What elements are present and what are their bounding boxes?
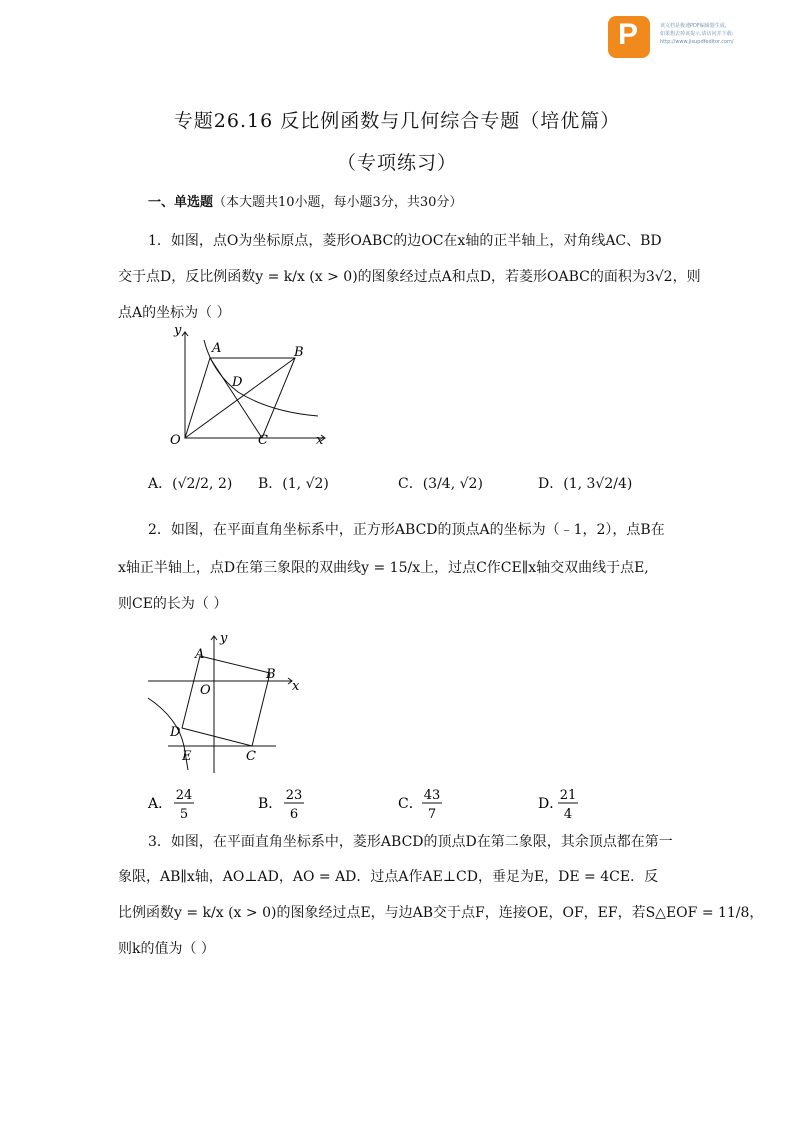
diagonal-ac [210,358,262,438]
page-subtitle: （专项练习） [336,152,457,174]
q2-line-3: 则CE的长为（ ） [118,596,228,612]
q3-line-2: 象限，AB∥x轴，AO⊥AD，AO = AD．过点A作AE⊥CD，垂足为E，DE = 4CE．反 [118,869,659,885]
q1-line-1: 1．如图，点O为坐标原点，菱形OABC的边OC在x轴的正半轴上，对角线AC、BD [148,233,662,249]
svg-text:43: 43 [423,788,441,803]
fig2-label-a: A [195,647,205,662]
section-heading: 一、单选题（本大题共10小题，每小题3分，共30分） [148,195,463,210]
page-title: 专题26.16 反比例函数与几何综合专题（培优篇） [173,110,621,132]
q2-figure [140,628,310,773]
watermark-text: 该文档是极速PDF编辑器生成, 如果想去掉该提示,请访问并下载: http://www.jisupdfeditor.com/ [660,23,734,45]
svg-text:A．: A． [148,796,173,812]
q1-line-3: 点A的坐标为（ ） [118,305,231,321]
svg-text:D．: D． [538,796,564,812]
fig2-label-o: O [200,683,211,698]
svg-text:5: 5 [179,807,189,822]
svg-text:4: 4 [563,807,573,822]
fig1-label-b: B [294,345,304,360]
svg-text:24: 24 [175,788,193,803]
fig2-label-d: D [170,725,181,740]
q1-option-c[interactable]: C．(3/4, √2) [398,476,483,492]
q1-line-2: 交于点D，反比例函数y = k/x (x > 0)的图象经过点A和点D，若菱形OABC的面积为3√2，则 [118,269,701,285]
fig1-label-d: D [232,375,243,390]
logo-letter: P [618,18,639,51]
svg-text:21: 21 [559,788,577,803]
q3-line-3: 比例函数y = k/x (x > 0)的图象经过点E，与边AB交于点F，连接OE，OF，EF，若S△EOF = 11/8， [118,905,764,921]
q1-option-a[interactable]: A．(√2/2, 2) [148,476,233,492]
svg-text:23: 23 [285,788,303,803]
q1-option-b[interactable]: B．(1, √2) [258,476,329,492]
square-abcd [182,656,270,746]
q1-figure [160,320,340,450]
q3-line-4: 则k的值为（ ） [118,941,215,957]
svg-text:7: 7 [427,807,437,822]
q2-line-1: 2．如图，在平面直角坐标系中，正方形ABCD的顶点A的坐标为（﹣1，2），点B在 [148,522,665,538]
q1-option-d[interactable]: D．(1, 3√2/4) [538,476,633,492]
q2-option-d[interactable] [538,788,578,822]
svg-text:C．: C． [398,796,423,812]
fig1-label-y: y [174,323,182,338]
fig2-label-c: C [246,749,256,764]
fig2-label-e: E [182,749,192,764]
q2-options [140,782,600,824]
q2-option-a[interactable] [147,788,194,822]
q2-option-c[interactable] [398,788,442,822]
fig2-label-b: B [266,667,276,682]
fig1-label-c: C [258,433,268,448]
pdf-editor-logo[interactable] [608,16,650,58]
fig2-label-x: x [292,679,300,694]
svg-text:B．: B． [258,796,283,812]
fig1-label-o: O [170,433,181,448]
svg-text:6: 6 [289,807,299,822]
fig1-label-a: A [212,341,222,356]
q3-line-1: 3．如图，在平面直角坐标系中，菱形ABCD的顶点D在第二象限，其余顶点都在第一 [148,834,673,850]
q2-option-b[interactable] [258,788,304,822]
fig1-label-x: x [316,433,324,448]
fig2-label-y: y [220,631,228,646]
q2-line-2: x轴正半轴上，点D在第三象限的双曲线y = 15/x上，过点C作CE∥x轴交双曲线于点E, [118,560,649,576]
